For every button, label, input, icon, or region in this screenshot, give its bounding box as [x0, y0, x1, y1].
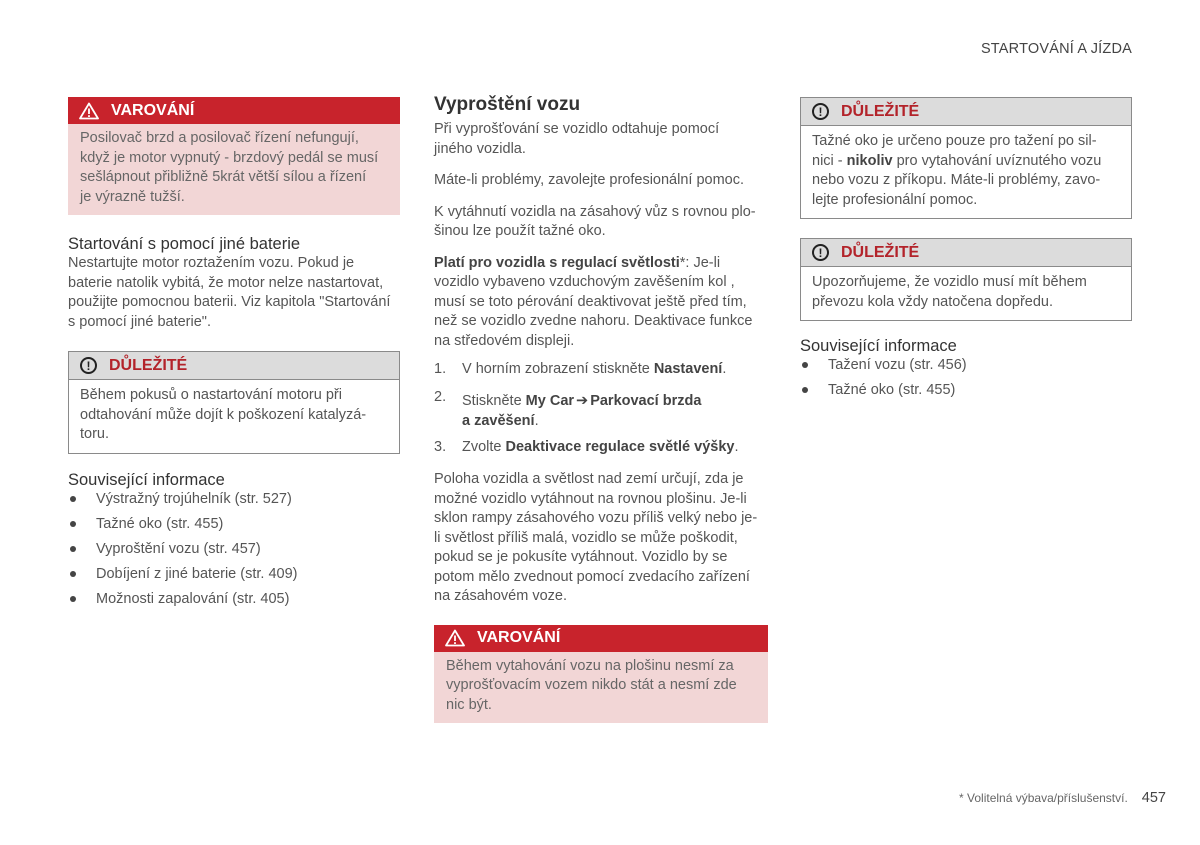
tow-eye-paragraph [434, 203, 768, 242]
intro-line: Při vyprošťování se vozidlo odtahuje pomocí [434, 121, 720, 137]
step-tail: . [722, 361, 727, 377]
warning-line: nic být. [446, 696, 492, 713]
position-line: možné vozidlo vytáhnout na rovnou plošinu. Je-li [434, 490, 747, 507]
important-line: lejte profesionální pomoc. [812, 191, 978, 208]
step-bold: a zavěšení [462, 412, 535, 429]
suspension-line: než se vozidlo zvedne nahoru. Deaktivace funkce [434, 313, 753, 329]
arrow-right-icon: ➔ [576, 393, 589, 409]
important-box [68, 351, 400, 454]
bullet-icon [802, 362, 808, 368]
warning-title: VAROVÁNÍ [477, 629, 561, 647]
warning-line: Během vytahování vozu na plošinu nesmí za [446, 657, 734, 674]
jump-start-section [68, 234, 400, 332]
important-line: nici - [812, 152, 847, 169]
related-link[interactable] [800, 356, 1132, 381]
bullet-icon [802, 387, 808, 393]
page-footer [959, 789, 1166, 809]
step-bold: Nastavení [653, 361, 723, 377]
important-header [801, 239, 1131, 267]
important-title: DŮLEŽITÉ [109, 356, 188, 374]
step-item [434, 360, 768, 388]
related-link-text: Tažení vozu (str. 456) [828, 357, 967, 373]
important-body [801, 126, 1131, 218]
bullet-icon [70, 571, 76, 577]
related-link[interactable] [68, 590, 400, 615]
important-body [801, 267, 1131, 320]
warning-title: VAROVÁNÍ [111, 101, 195, 119]
important-line: Během pokusů o nastartování motoru při [80, 387, 342, 403]
warning-line: když je motor vypnutý - brzdový pedál se musí [80, 149, 379, 166]
related-info-heading: Související informace [68, 470, 225, 489]
step-number: 3. [434, 439, 447, 455]
warning-line: Posilovač brzd a posilovač řízení nefungují, [80, 130, 359, 146]
footnote: * Volitelná výbava/příslušenství. [959, 790, 1128, 805]
column-left [68, 97, 400, 615]
important-title: DŮLEŽITÉ [841, 102, 920, 120]
suspension-paragraph [434, 254, 768, 352]
exclamation-circle-icon: ! [812, 103, 829, 120]
related-link[interactable] [800, 381, 1132, 406]
step-text: Zvolte [462, 439, 506, 455]
page-title: Vyproštění vozu [434, 94, 581, 115]
position-paragraph [434, 470, 768, 607]
jump-start-heading: Startování s pomocí jiné baterie [68, 235, 301, 253]
tow-eye-line: K vytáhnutí vozidla na zásahový vůz s rovnou plo- [434, 203, 756, 220]
step-item [434, 438, 768, 466]
related-link-text: Výstražný trojúhelník (str. 527) [96, 490, 292, 507]
section-header: STARTOVÁNÍ A JÍZDA [980, 41, 1132, 57]
step-tail: . [734, 439, 739, 455]
related-info-list [68, 490, 400, 615]
related-link-text: Dobíjení z jiné baterie (str. 409) [96, 565, 298, 582]
bullet-icon [70, 496, 76, 502]
warning-body [68, 124, 400, 215]
intro-line: jiného vozidla. [434, 140, 526, 157]
warning-line: sešlápnout přibližně 5krát větší sílou a řízení [80, 169, 367, 185]
step-tail: . [534, 412, 539, 429]
important-line: odtahování může dojít k poškození katalyzá- [80, 406, 367, 423]
warning-header [434, 625, 768, 652]
position-line: potom mělo zvednout pomocí zvedacího zařízení [434, 568, 750, 585]
suspension-line: na středovém displeji. [434, 332, 575, 349]
related-info-section [800, 336, 1132, 406]
suspension-line: musí se toto pérování deaktivovat ještě před tím, [434, 293, 747, 310]
related-link-text: Tažné oko (str. 455) [828, 382, 956, 398]
related-link-text: Tažné oko (str. 455) [96, 515, 224, 532]
warning-line: vyprošťovacím vozem nikdo stát a nesmí zde [446, 677, 737, 693]
help-paragraph: Máte-li problémy, zavolejte profesionální pomoc. [434, 172, 745, 188]
jump-start-line: baterie natolik vybitá, že motor nelze nastartovat, [68, 274, 384, 291]
step-bold: Deaktivace regulace světlé výšky [505, 439, 735, 455]
related-link[interactable] [68, 490, 400, 515]
related-link-text: Vyproštění vozu (str. 457) [96, 540, 261, 557]
step-bold: Parkovací brzda [590, 393, 702, 409]
warning-header [68, 97, 400, 124]
important-line: pro vytahování uvíznutého vozu [892, 152, 1102, 169]
exclamation-circle-icon: ! [812, 244, 829, 261]
step-number: 1. [434, 361, 447, 377]
jump-start-line: s pomocí jiné baterie". [68, 313, 211, 330]
related-info-section [68, 470, 400, 615]
important-line: Upozorňujeme, že vozidlo musí mít během [812, 274, 1087, 290]
jump-start-line: použijte pomocnou baterii. Viz kapitola "Startování [68, 294, 391, 310]
steps-list [434, 360, 768, 466]
related-link-text: Možnosti zapalování (str. 405) [96, 590, 290, 607]
step-text: Stiskněte [462, 393, 526, 409]
important-header [69, 352, 399, 380]
step-bold: My Car [525, 393, 575, 409]
intro-paragraph [434, 120, 768, 159]
important-title: DŮLEŽITÉ [841, 243, 920, 261]
important-box [800, 238, 1132, 321]
important-line: nebo vozu z příkopu. Máte-li problémy, zavo- [812, 172, 1101, 188]
position-line: Poloha vozidla a světlost nad zemí určují, zda je [434, 471, 744, 487]
important-line: převozu kola vždy natočena dopředu. [812, 293, 1054, 310]
column-middle [434, 93, 768, 723]
important-header [801, 98, 1131, 126]
related-link[interactable] [68, 540, 400, 565]
step-number: 2. [434, 389, 447, 405]
warning-box [68, 97, 400, 215]
tow-eye-line: šinou lze použít tažné oko. [434, 223, 606, 239]
related-link[interactable] [68, 515, 400, 540]
suspension-lead-rest: *: Je-li [679, 254, 721, 271]
jump-start-line: Nestartujte motor roztažením vozu. Pokud je [68, 255, 355, 271]
related-info-list [800, 356, 1132, 406]
suspension-line: vozidlo vybaveno vzduchovým zavěšením kol , [434, 274, 735, 290]
step-text: V horním zobrazení stiskněte [462, 361, 654, 377]
important-body [69, 380, 399, 453]
bullet-icon [70, 596, 76, 602]
bullet-icon [70, 546, 76, 552]
position-line: li světlost příliš malá, vozidlo se může poškodit, [434, 529, 738, 546]
exclamation-circle-icon: ! [80, 357, 97, 374]
important-box [800, 97, 1132, 219]
important-line: toru. [80, 426, 110, 442]
position-line: pokud se je pokusíte vytáhnout. Vozidlo by se [434, 549, 728, 565]
warning-line: je výrazně tužší. [80, 188, 185, 205]
warning-box [434, 625, 768, 724]
related-link[interactable] [68, 565, 400, 590]
suspension-lead: Platí pro vozidla s regulací světlosti [434, 254, 680, 271]
important-bold: nikoliv [846, 152, 893, 169]
warning-body [434, 652, 768, 724]
bullet-icon [70, 521, 76, 527]
important-line: Tažné oko je určeno pouze pro tažení po sil- [812, 133, 1097, 149]
page-number: 457 [1141, 789, 1166, 806]
warning-triangle-icon [79, 102, 99, 120]
position-line: na zásahovém voze. [434, 588, 567, 604]
step-item [434, 388, 768, 436]
warning-triangle-icon [445, 629, 465, 647]
position-line: sklon rampy zásahového vozu příliš velký nebo je- [434, 510, 758, 526]
column-right [800, 97, 1132, 406]
related-info-heading: Související informace [800, 337, 957, 355]
